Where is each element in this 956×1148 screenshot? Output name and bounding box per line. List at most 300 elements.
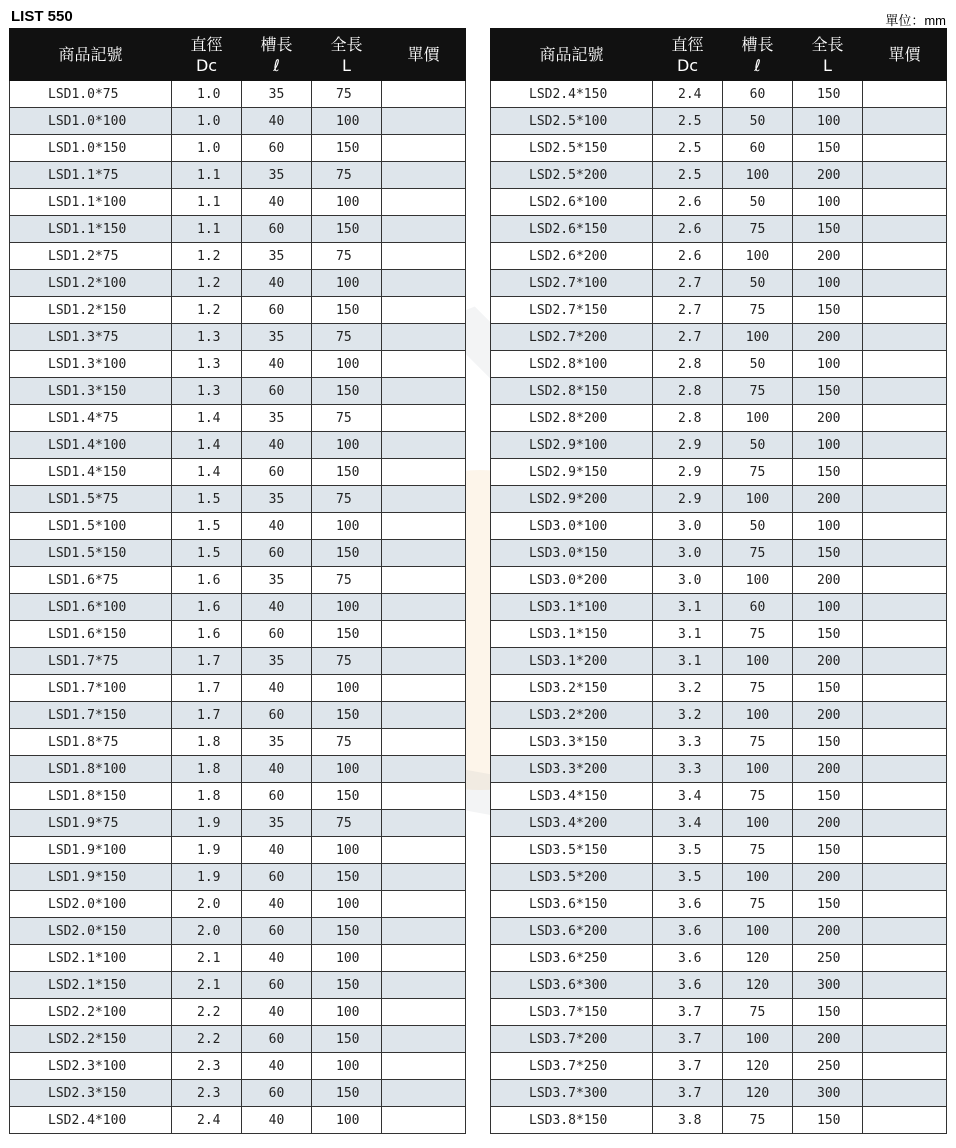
table-row (491, 729, 947, 756)
table-row (10, 864, 466, 891)
table-row (491, 216, 947, 243)
cell-total-length: 75 (312, 243, 382, 270)
cell-diameter: 3.5 (653, 837, 723, 864)
cell-slot-length: 75 (723, 891, 793, 918)
cell-diameter: 3.2 (653, 675, 723, 702)
cell-diameter: 2.7 (653, 324, 723, 351)
cell-slot-length: 60 (242, 783, 312, 810)
table-row (10, 972, 466, 999)
cell-total-length: 150 (793, 1107, 863, 1134)
cell-total-length: 150 (312, 864, 382, 891)
cell-diameter: 1.3 (172, 324, 242, 351)
cell-price (863, 783, 947, 810)
cell-slot-length: 40 (242, 432, 312, 459)
cell-diameter: 3.3 (653, 729, 723, 756)
table-row (491, 351, 947, 378)
table-row (10, 135, 466, 162)
cell-price (863, 945, 947, 972)
cell-diameter: 3.1 (653, 648, 723, 675)
cell-slot-length: 100 (723, 756, 793, 783)
cell-code: LSD3.6*200 (491, 918, 653, 945)
cell-diameter: 2.0 (172, 891, 242, 918)
header-price: 單價 (863, 29, 947, 81)
cell-diameter: 3.7 (653, 1026, 723, 1053)
cell-total-length: 200 (793, 486, 863, 513)
cell-code: LSD1.6*75 (10, 567, 172, 594)
cell-price (382, 756, 466, 783)
cell-total-length: 150 (793, 378, 863, 405)
cell-code: LSD2.4*150 (491, 81, 653, 108)
cell-slot-length: 75 (723, 540, 793, 567)
table-row (491, 1080, 947, 1107)
cell-diameter: 2.2 (172, 1026, 242, 1053)
cell-code: LSD3.7*150 (491, 999, 653, 1026)
cell-diameter: 2.5 (653, 162, 723, 189)
table-row (491, 972, 947, 999)
cell-slot-length: 60 (242, 864, 312, 891)
cell-slot-length: 60 (242, 459, 312, 486)
cell-code: LSD2.5*100 (491, 108, 653, 135)
cell-diameter: 2.5 (653, 135, 723, 162)
cell-diameter: 3.6 (653, 891, 723, 918)
cell-code: LSD1.6*100 (10, 594, 172, 621)
cell-code: LSD2.8*150 (491, 378, 653, 405)
cell-diameter: 1.0 (172, 135, 242, 162)
table-row (491, 945, 947, 972)
cell-diameter: 2.8 (653, 405, 723, 432)
cell-diameter: 2.6 (653, 216, 723, 243)
cell-diameter: 2.9 (653, 459, 723, 486)
table-row (491, 189, 947, 216)
cell-total-length: 75 (312, 405, 382, 432)
cell-price (382, 486, 466, 513)
table-row (10, 432, 466, 459)
cell-total-length: 200 (793, 864, 863, 891)
cell-diameter: 1.7 (172, 675, 242, 702)
cell-slot-length: 40 (242, 891, 312, 918)
cell-total-length: 150 (312, 1080, 382, 1107)
cell-code: LSD1.5*100 (10, 513, 172, 540)
cell-total-length: 100 (312, 999, 382, 1026)
cell-total-length: 200 (793, 810, 863, 837)
cell-price (382, 162, 466, 189)
cell-price (382, 675, 466, 702)
table-row (491, 459, 947, 486)
cell-total-length: 150 (793, 783, 863, 810)
table-row (10, 297, 466, 324)
cell-diameter: 3.6 (653, 972, 723, 999)
cell-code: LSD1.6*150 (10, 621, 172, 648)
cell-slot-length: 75 (723, 459, 793, 486)
cell-diameter: 1.1 (172, 162, 242, 189)
cell-diameter: 1.8 (172, 756, 242, 783)
cell-total-length: 250 (793, 945, 863, 972)
cell-price (863, 1053, 947, 1080)
cell-code: LSD1.2*75 (10, 243, 172, 270)
cell-diameter: 2.6 (653, 189, 723, 216)
table-row (10, 783, 466, 810)
cell-total-length: 100 (312, 1053, 382, 1080)
cell-code: LSD2.6*200 (491, 243, 653, 270)
cell-total-length: 75 (312, 729, 382, 756)
cell-slot-length: 60 (723, 135, 793, 162)
cell-diameter: 1.5 (172, 540, 242, 567)
cell-diameter: 3.7 (653, 1053, 723, 1080)
cell-slot-length: 50 (723, 108, 793, 135)
cell-total-length: 150 (312, 972, 382, 999)
cell-total-length: 200 (793, 918, 863, 945)
cell-code: LSD1.7*75 (10, 648, 172, 675)
cell-slot-length: 100 (723, 567, 793, 594)
header-total-length: 全長 L (312, 29, 382, 81)
cell-code: LSD3.4*150 (491, 783, 653, 810)
cell-total-length: 200 (793, 702, 863, 729)
cell-code: LSD1.8*150 (10, 783, 172, 810)
cell-price (382, 864, 466, 891)
cell-slot-length: 60 (242, 621, 312, 648)
cell-code: LSD1.4*75 (10, 405, 172, 432)
table-row (491, 1053, 947, 1080)
cell-total-length: 100 (312, 1107, 382, 1134)
cell-total-length: 100 (793, 513, 863, 540)
cell-diameter: 3.7 (653, 999, 723, 1026)
cell-diameter: 2.8 (653, 378, 723, 405)
cell-price (863, 405, 947, 432)
cell-price (382, 513, 466, 540)
cell-diameter: 2.2 (172, 999, 242, 1026)
table-row (10, 1080, 466, 1107)
cell-total-length: 200 (793, 648, 863, 675)
cell-slot-length: 100 (723, 702, 793, 729)
cell-total-length: 150 (312, 540, 382, 567)
cell-total-length: 150 (793, 216, 863, 243)
table-row (491, 783, 947, 810)
table-row (10, 216, 466, 243)
table-row (10, 486, 466, 513)
cell-price (863, 432, 947, 459)
cell-diameter: 2.1 (172, 945, 242, 972)
cell-slot-length: 50 (723, 432, 793, 459)
cell-price (863, 756, 947, 783)
cell-code: LSD1.1*150 (10, 216, 172, 243)
cell-total-length: 100 (793, 594, 863, 621)
table-row (491, 648, 947, 675)
cell-slot-length: 50 (723, 270, 793, 297)
cell-price (382, 243, 466, 270)
cell-total-length: 150 (793, 891, 863, 918)
cell-diameter: 3.1 (653, 621, 723, 648)
cell-diameter: 3.0 (653, 567, 723, 594)
table-row (10, 1053, 466, 1080)
table-row (491, 1026, 947, 1053)
table-row (10, 459, 466, 486)
cell-slot-length: 35 (242, 810, 312, 837)
cell-price (863, 216, 947, 243)
cell-code: LSD2.5*200 (491, 162, 653, 189)
cell-diameter: 1.4 (172, 432, 242, 459)
cell-price (382, 189, 466, 216)
cell-price (382, 297, 466, 324)
cell-diameter: 2.6 (653, 243, 723, 270)
cell-slot-length: 50 (723, 189, 793, 216)
cell-code: LSD2.9*100 (491, 432, 653, 459)
cell-diameter: 3.8 (653, 1107, 723, 1134)
table-row (10, 891, 466, 918)
cell-slot-length: 100 (723, 486, 793, 513)
cell-total-length: 100 (312, 351, 382, 378)
cell-code: LSD3.0*100 (491, 513, 653, 540)
cell-price (382, 432, 466, 459)
cell-total-length: 75 (312, 162, 382, 189)
cell-diameter: 1.4 (172, 405, 242, 432)
cell-price (382, 1107, 466, 1134)
cell-price (382, 648, 466, 675)
cell-code: LSD2.1*100 (10, 945, 172, 972)
table-row (491, 540, 947, 567)
cell-slot-length: 50 (723, 513, 793, 540)
table-row (10, 1026, 466, 1053)
cell-diameter: 2.4 (172, 1107, 242, 1134)
cell-diameter: 1.3 (172, 351, 242, 378)
cell-total-length: 100 (312, 594, 382, 621)
table-row (10, 108, 466, 135)
table-row (491, 162, 947, 189)
cell-total-length: 75 (312, 486, 382, 513)
cell-total-length: 150 (312, 297, 382, 324)
cell-diameter: 2.5 (653, 108, 723, 135)
cell-price (863, 513, 947, 540)
cell-code: LSD3.8*150 (491, 1107, 653, 1134)
cell-code: LSD1.9*150 (10, 864, 172, 891)
cell-total-length: 100 (312, 675, 382, 702)
cell-price (863, 108, 947, 135)
cell-slot-length: 100 (723, 243, 793, 270)
cell-code: LSD2.8*100 (491, 351, 653, 378)
cell-total-length: 75 (312, 324, 382, 351)
cell-diameter: 1.9 (172, 810, 242, 837)
cell-diameter: 1.2 (172, 297, 242, 324)
cell-price (382, 567, 466, 594)
cell-slot-length: 75 (723, 1107, 793, 1134)
cell-diameter: 1.5 (172, 486, 242, 513)
table-row (10, 513, 466, 540)
cell-price (382, 540, 466, 567)
cell-code: LSD1.3*75 (10, 324, 172, 351)
cell-diameter: 3.5 (653, 864, 723, 891)
header-slot-length: 槽長 ℓ (723, 29, 793, 81)
cell-slot-length: 40 (242, 837, 312, 864)
cell-diameter: 3.0 (653, 513, 723, 540)
cell-total-length: 100 (312, 756, 382, 783)
table-row (10, 405, 466, 432)
cell-slot-length: 75 (723, 729, 793, 756)
cell-slot-length: 40 (242, 108, 312, 135)
table-row (10, 540, 466, 567)
cell-price (382, 459, 466, 486)
cell-diameter: 1.5 (172, 513, 242, 540)
cell-diameter: 1.3 (172, 378, 242, 405)
cell-price (863, 702, 947, 729)
cell-code: LSD1.0*150 (10, 135, 172, 162)
cell-slot-length: 40 (242, 945, 312, 972)
cell-total-length: 150 (312, 783, 382, 810)
cell-slot-length: 75 (723, 783, 793, 810)
cell-total-length: 250 (793, 1053, 863, 1080)
cell-diameter: 1.2 (172, 270, 242, 297)
table-row (10, 324, 466, 351)
cell-price (863, 864, 947, 891)
cell-price (382, 972, 466, 999)
cell-total-length: 100 (793, 108, 863, 135)
table-row (10, 351, 466, 378)
cell-slot-length: 50 (723, 351, 793, 378)
cell-code: LSD1.9*100 (10, 837, 172, 864)
cell-price (382, 810, 466, 837)
cell-code: LSD2.7*200 (491, 324, 653, 351)
cell-total-length: 75 (312, 810, 382, 837)
table-row (10, 621, 466, 648)
cell-slot-length: 40 (242, 1107, 312, 1134)
cell-total-length: 150 (312, 702, 382, 729)
cell-total-length: 150 (793, 459, 863, 486)
header-diameter: 直徑 Dc (172, 29, 242, 81)
cell-code: LSD1.7*150 (10, 702, 172, 729)
table-row (491, 864, 947, 891)
cell-total-length: 100 (312, 513, 382, 540)
table-row (10, 270, 466, 297)
cell-code: LSD3.0*150 (491, 540, 653, 567)
cell-price (863, 675, 947, 702)
cell-total-length: 150 (312, 918, 382, 945)
cell-total-length: 150 (793, 837, 863, 864)
cell-slot-length: 75 (723, 675, 793, 702)
cell-diameter: 2.1 (172, 972, 242, 999)
cell-slot-length: 60 (242, 972, 312, 999)
table-row (491, 999, 947, 1026)
table-row (491, 918, 947, 945)
table-row (10, 945, 466, 972)
cell-diameter: 1.9 (172, 837, 242, 864)
cell-price (863, 324, 947, 351)
cell-code: LSD2.6*100 (491, 189, 653, 216)
cell-price (863, 1107, 947, 1134)
cell-diameter: 2.7 (653, 270, 723, 297)
cell-code: LSD1.8*100 (10, 756, 172, 783)
cell-slot-length: 60 (242, 1026, 312, 1053)
cell-price (863, 81, 947, 108)
cell-total-length: 200 (793, 324, 863, 351)
table-row (491, 621, 947, 648)
cell-total-length: 150 (312, 216, 382, 243)
cell-total-length: 150 (793, 297, 863, 324)
cell-price (863, 810, 947, 837)
cell-price (863, 648, 947, 675)
cell-price (382, 351, 466, 378)
table-row (10, 243, 466, 270)
cell-code: LSD1.1*100 (10, 189, 172, 216)
cell-slot-length: 120 (723, 1080, 793, 1107)
table-row (10, 567, 466, 594)
cell-slot-length: 40 (242, 351, 312, 378)
cell-code: LSD3.1*150 (491, 621, 653, 648)
cell-price (863, 135, 947, 162)
cell-diameter: 3.6 (653, 945, 723, 972)
cell-total-length: 150 (312, 1026, 382, 1053)
cell-price (863, 918, 947, 945)
cell-total-length: 150 (312, 621, 382, 648)
cell-code: LSD1.1*75 (10, 162, 172, 189)
product-table-right (490, 28, 947, 1134)
cell-code: LSD2.3*100 (10, 1053, 172, 1080)
cell-slot-length: 75 (723, 297, 793, 324)
cell-slot-length: 40 (242, 513, 312, 540)
cell-price (382, 405, 466, 432)
list-title: LIST 550 (11, 8, 73, 25)
cell-price (863, 189, 947, 216)
cell-code: LSD1.4*100 (10, 432, 172, 459)
cell-total-length: 150 (312, 378, 382, 405)
cell-total-length: 200 (793, 756, 863, 783)
cell-price (863, 243, 947, 270)
cell-diameter: 3.1 (653, 594, 723, 621)
table-row (491, 135, 947, 162)
cell-price (382, 1053, 466, 1080)
cell-code: LSD2.3*150 (10, 1080, 172, 1107)
cell-slot-length: 35 (242, 567, 312, 594)
table-row (491, 810, 947, 837)
cell-total-length: 150 (312, 135, 382, 162)
cell-slot-length: 60 (242, 216, 312, 243)
cell-slot-length: 35 (242, 486, 312, 513)
cell-diameter: 1.7 (172, 702, 242, 729)
cell-code: LSD3.1*200 (491, 648, 653, 675)
cell-price (382, 729, 466, 756)
cell-code: LSD3.5*200 (491, 864, 653, 891)
cell-diameter: 1.6 (172, 621, 242, 648)
cell-diameter: 1.1 (172, 189, 242, 216)
cell-code: LSD1.2*150 (10, 297, 172, 324)
cell-total-length: 100 (793, 270, 863, 297)
cell-code: LSD1.0*100 (10, 108, 172, 135)
cell-diameter: 1.7 (172, 648, 242, 675)
table-row (491, 756, 947, 783)
cell-slot-length: 35 (242, 405, 312, 432)
table-row (491, 405, 947, 432)
cell-price (382, 918, 466, 945)
cell-code: LSD3.7*200 (491, 1026, 653, 1053)
cell-slot-length: 60 (242, 1080, 312, 1107)
header-diameter: 直徑 Dc (653, 29, 723, 81)
cell-total-length: 100 (312, 270, 382, 297)
table-row (10, 189, 466, 216)
cell-total-length: 150 (312, 459, 382, 486)
table-row (10, 675, 466, 702)
table-row (10, 648, 466, 675)
cell-slot-length: 60 (242, 702, 312, 729)
cell-slot-length: 60 (242, 135, 312, 162)
cell-code: LSD2.2*100 (10, 999, 172, 1026)
cell-total-length: 100 (312, 945, 382, 972)
cell-code: LSD1.3*150 (10, 378, 172, 405)
table-row (491, 702, 947, 729)
table-row (491, 513, 947, 540)
cell-total-length: 100 (312, 108, 382, 135)
header-code: 商品記號 (10, 29, 172, 81)
table-row (10, 999, 466, 1026)
cell-code: LSD3.7*250 (491, 1053, 653, 1080)
cell-diameter: 2.3 (172, 1053, 242, 1080)
cell-diameter: 1.6 (172, 594, 242, 621)
